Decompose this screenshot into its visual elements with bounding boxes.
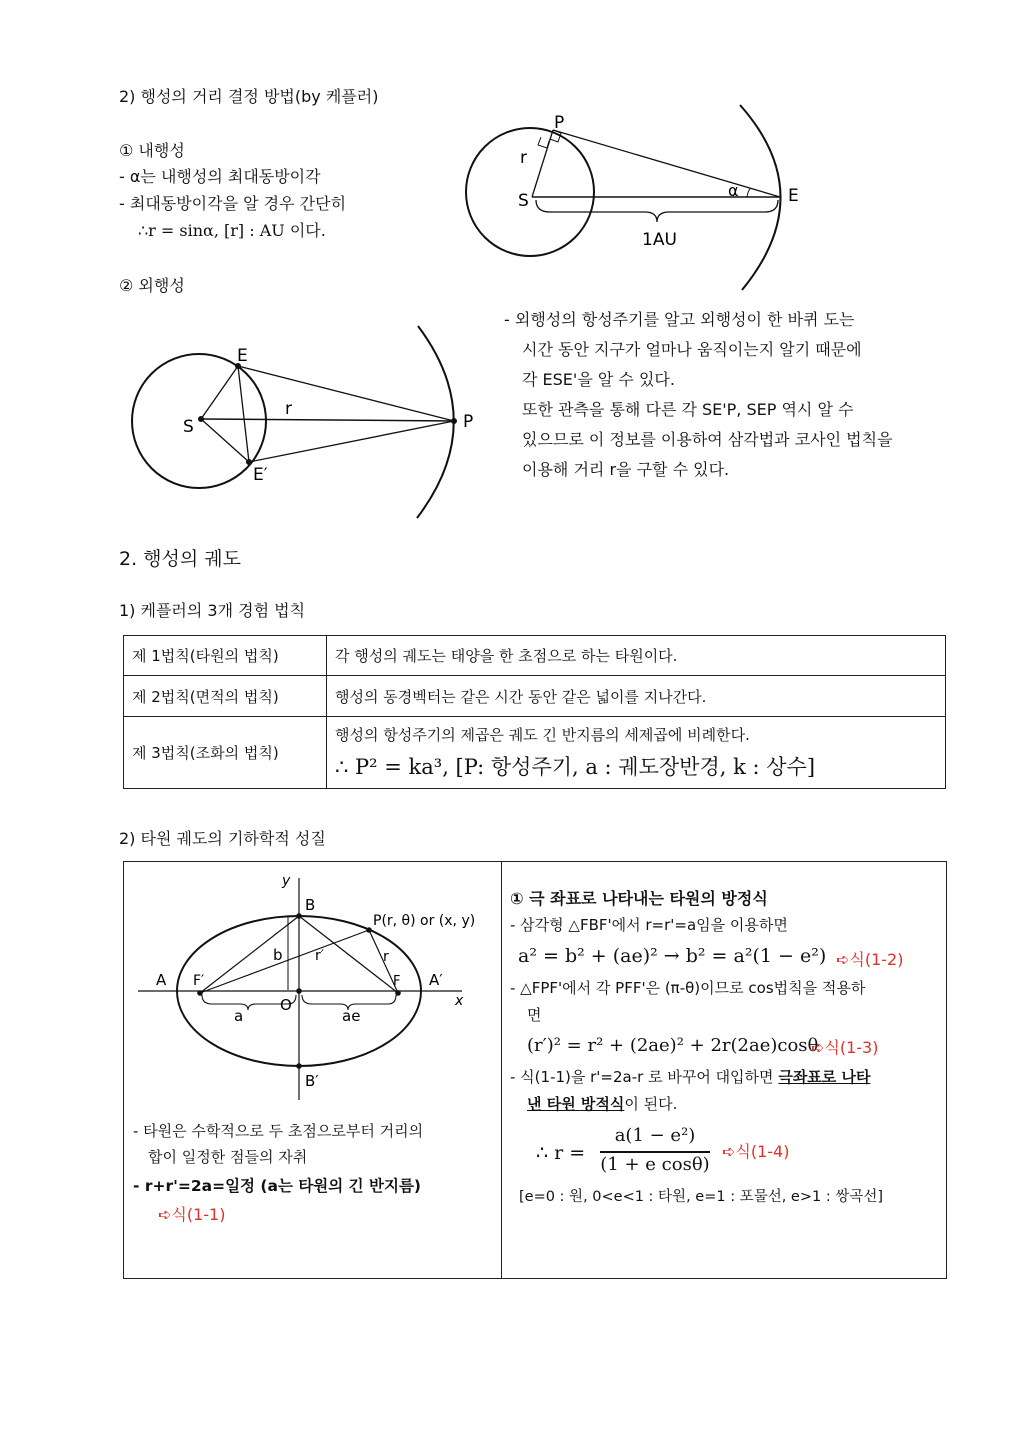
label-r: r [520,148,527,168]
line-s-e [201,366,238,419]
line-s-e2 [201,419,249,462]
eccentricity-note: [e=0 : 원, 0<e<1 : 타원, e=1 : 포물선, e>1 : 쌍곡선] [519,1189,884,1205]
law-desc-cell [327,717,946,789]
label-b: B [305,896,316,914]
point-b [296,913,302,919]
polar-line-2: - △FPF'에서 각 PFF'은 (π-θ)이므로 cos법칙을 적용하 [510,979,866,997]
polar-line-3d: 이 된다. [624,1095,678,1113]
subsection-ellipse: 2) 타원 궤도의 기하학적 성질 [119,829,326,848]
polar-line-3-cont [527,1094,677,1114]
polar-line-3 [510,1067,871,1087]
label-y: y [282,873,291,889]
eq-tag-1-4: ➪식(1-4) [722,1142,790,1161]
outer-line-5: 있으므로 이 정보를 이용하여 삼각법과 코사인 법칙을 [522,430,893,449]
label-f2: F′ [193,973,205,989]
eq-tag-1-3: ➪식(1-3) [811,1038,879,1057]
inner-line-2: - 최대동방이각을 알 경우 간단히 [119,194,347,213]
outer-line-6: 이용해 거리 r을 구할 수 있다. [522,460,730,479]
label-e2: E′ [253,465,268,485]
label-b-small: b [273,946,283,964]
point-p [366,927,372,933]
law-desc: 행성의 동경벡터는 같은 시간 동안 같은 넓이를 지나간다. [327,676,946,717]
section-title-orbit: 2. 행성의 궤도 [119,548,241,570]
label-e: E [788,186,799,206]
eq-1-4-lhs: ∴ r = [536,1142,586,1164]
outer-planet-heading: ② 외행성 [119,276,185,295]
point-o [296,988,302,994]
r-bracket [538,137,549,148]
label-r-prime: r′ [315,948,324,964]
line-f2-b [200,916,299,993]
law-desc: 각 행성의 궤도는 태양을 한 초점으로 하는 타원이다. [327,636,946,676]
inner-line-1: - α는 내행성의 최대동방이각 [119,167,321,186]
b-bracket [288,916,299,990]
outer-line-1: - 외행성의 항성주기를 알고 외행성이 한 바퀴 도는 [504,310,855,329]
outer-line-2: 시간 동안 지구가 얼마나 움직이는지 알기 때문에 [522,340,862,359]
inner-planet-figure [460,100,820,295]
polar-line-3c: 낸 타원 방적식 [527,1095,625,1113]
label-p: P [554,113,565,133]
kepler-laws-table [123,635,946,789]
label-r: r [285,399,292,419]
eq-tag-1-1: ➪식(1-1) [158,1205,226,1224]
subsection-kepler: 1) 케플러의 3개 경험 법칙 [119,601,306,620]
box-divider [501,861,502,1278]
law-name: 제 2법칙(면적의 법칙) [124,676,327,717]
ellipse-figure [130,868,495,1103]
earth-orbit-circle [466,128,594,256]
point-b2 [296,1063,302,1069]
eq-1-2: a² = b² + (ae)² → b² = a²(1 − e²) [518,945,827,967]
law-name: 제 3법칙(조화의 법칙) [124,717,327,789]
point-s [198,416,204,422]
label-s: S [518,191,529,211]
polar-eq-heading: ① 극 좌표로 나타내는 타원의 방정식 [510,889,768,908]
alpha-arc [747,188,751,197]
eq-1-3: (r′)² = r² + (2ae)² + 2r(2ae)cosθ [527,1035,819,1056]
law-row-3 [124,717,946,789]
line-e-e2 [238,366,249,462]
inner-formula: ∴r = sinα, [r] : AU 이다. [138,221,326,240]
polar-line-3-emph: 극좌표로 나타 [778,1068,871,1086]
label-e: E [237,346,248,366]
polar-line-2b: 면 [527,1006,542,1024]
section-title-distance: 2) 행성의 거리 결정 방법(by 케플러) [119,87,379,106]
point-f [395,990,401,996]
ellipse-note-2: - r+r'=2a=일정 (a는 타원의 긴 반지름) [133,1177,422,1195]
label-1au: 1AU [642,230,677,250]
label-a: A [156,971,167,989]
law-desc: 행성의 항성주기의 제곱은 궤도 긴 반지름의 세제곱에 비례한다. [335,726,750,744]
ellipse-note-1a: - 타원은 수학적으로 두 초점으로부터 거리의 [133,1122,424,1140]
law-name: 제 1법칙(타원의 법칙) [124,636,327,676]
law-row-1 [124,636,946,676]
line-e-p [238,366,454,421]
label-p: P(r, θ) or (x, y) [373,913,476,929]
polar-line-1: - 삼각형 △FBF'에서 r=r'=a임을 이용하면 [510,916,788,934]
label-alpha: α [728,181,739,200]
outer-line-4: 또한 관측을 통해 다른 각 SE'P, SEP 역시 알 수 [522,400,854,419]
fraction-bar [600,1151,710,1153]
eq-1-4-numerator: a(1 − e²) [614,1125,696,1146]
ellipse-note-1b: 합이 일정한 점들의 자취 [148,1148,308,1166]
eq-tag-1-2: ➪식(1-2) [836,950,904,969]
label-o: O [280,996,292,1014]
line-f2-p [200,930,369,993]
outer-planet-figure [125,322,490,522]
eq-1-4-denominator: (1 + e cosθ) [600,1154,710,1175]
point-f2 [197,990,203,996]
label-a-small: a [234,1007,244,1025]
point-p [451,418,457,424]
third-law-formula: ∴ P² = ka³, [P: 항성주기, a : 궤도장반경, k : 상수] [335,755,816,779]
label-f: F [393,974,401,989]
inner-planet-heading: ① 내행성 [119,141,185,160]
label-ae: ae [342,1007,361,1025]
label-b2: B′ [305,1072,319,1090]
label-r: r [383,949,389,965]
line-e2-p [249,421,454,462]
outer-line-3: 각 ESE'을 알 수 있다. [522,370,675,389]
point-e2 [246,459,252,465]
label-x: x [455,993,464,1009]
label-p: P [463,412,474,432]
line-s-p [201,419,454,421]
label-s: S [183,417,194,437]
polar-line-3a: - 식(1-1)을 r'=2a-r 로 바꾸어 대입하면 [510,1068,774,1086]
au-brace [536,200,778,222]
label-a2: A′ [429,971,443,989]
law-row-2 [124,676,946,717]
line-s-p [532,130,553,197]
